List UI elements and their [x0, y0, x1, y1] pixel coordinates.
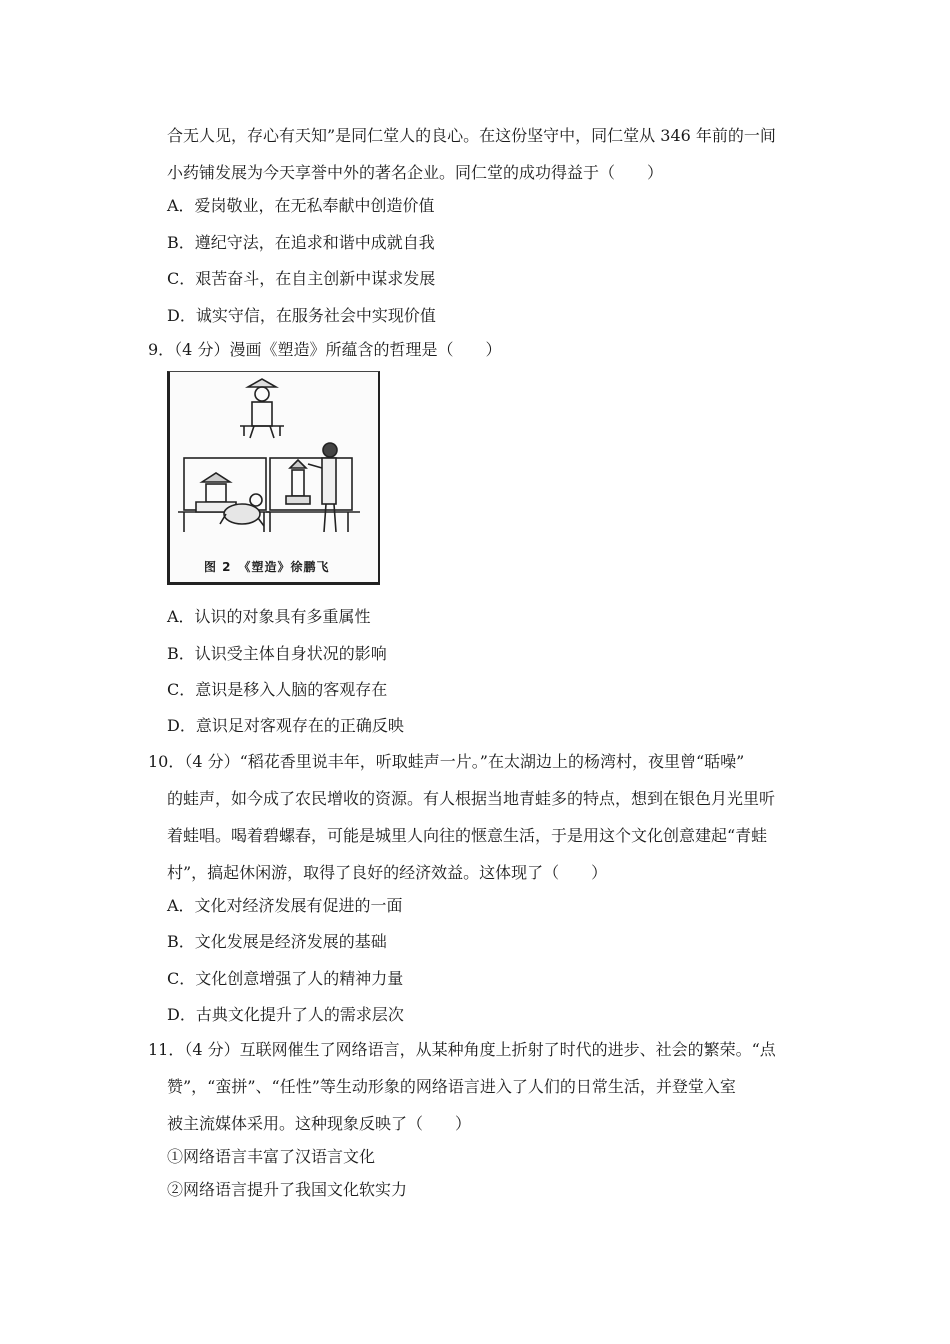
q11-stem-line-2: 赞”，“蛮拼”、“任性”等生动形象的网络语言进入了人们的日常生活，并登堂入室 [167, 1077, 736, 1096]
q9-stem: 9．（4 分）漫画《塑造》所蕴含的哲理是（ ） [148, 340, 502, 359]
figure-caption: 图 2 《塑造》徐鹏飞 [204, 560, 330, 574]
q9-option-c: C．意识是移入人脑的客观存在 [167, 680, 388, 699]
q11-stem-line-1: 11．（4 分）互联网催生了网络语言，从某种角度上折射了时代的进步、社会的繁荣。“点 [148, 1040, 776, 1059]
q8-stem-line-1: 合无人见，存心有天知”是同仁堂人的良心。在这份坚守中，同仁堂从 346 年前的一间 [167, 126, 776, 145]
q10-option-d: D．古典文化提升了人的需求层次 [167, 1005, 404, 1024]
q11-stem-line-3: 被主流媒体采用。这种现象反映了（ ） [167, 1114, 472, 1133]
q8-option-d: D．诚实守信，在服务社会中实现价值 [167, 306, 436, 325]
q9-option-b: B．认识受主体自身状况的影响 [167, 644, 387, 663]
q10-option-b: B．文化发展是经济发展的基础 [167, 932, 387, 951]
q10-stem-line-2: 的蛙声，如今成了农民增收的资源。有人根据当地青蛙多的特点，想到在银色月光里听 [167, 789, 776, 808]
cartoon-illustration [170, 372, 376, 557]
q10-stem-line-1: 10．（4 分）“稻花香里说丰年，听取蛙声一片。”在太湖边上的杨湾村，夜里曾“聒噪” [148, 752, 745, 771]
q8-option-b: B．遵纪守法，在追求和谐中成就自我 [167, 233, 435, 252]
q10-stem-line-3: 着蛙唱。喝着碧螺春，可能是城里人向往的惬意生活，于是用这个文化创意建起“青蛙 [167, 826, 768, 845]
cartoon-figure [167, 371, 380, 585]
q11-item-2: ②网络语言提升了我国文化软实力 [167, 1180, 408, 1199]
q10-option-a: A．文化对经济发展有促进的一面 [167, 896, 403, 915]
q11-item-1: ①网络语言丰富了汉语言文化 [167, 1147, 376, 1166]
q9-option-a: A．认识的对象具有多重属性 [167, 607, 371, 626]
q10-option-c: C．文化创意增强了人的精神力量 [167, 969, 404, 988]
q8-stem-line-2: 小药铺发展为今天享誉中外的著名企业。同仁堂的成功得益于（ ） [167, 163, 664, 182]
q8-option-c: C．艰苦奋斗，在自主创新中谋求发展 [167, 269, 436, 288]
q10-stem-line-4: 村”，搞起休闲游，取得了良好的经济效益。这体现了（ ） [167, 863, 608, 882]
q8-option-a: A．爱岗敬业，在无私奉献中创造价值 [167, 196, 435, 215]
q9-option-d: D．意识足对客观存在的正确反映 [167, 716, 404, 735]
